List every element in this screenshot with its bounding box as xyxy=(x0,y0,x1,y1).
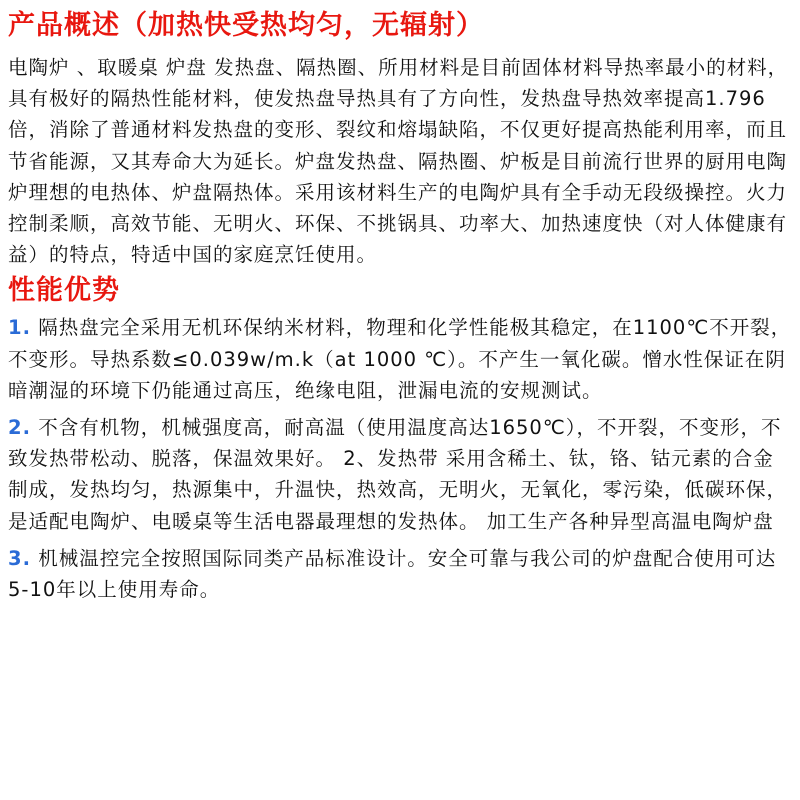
advantage-number: 2. xyxy=(8,416,31,440)
advantage-number: 1. xyxy=(8,316,31,340)
advantage-text: 机械温控完全按照国际同类产品标准设计。安全可靠与我公司的炉盘配合使用可达5-10年以上使用寿命。 xyxy=(8,546,777,602)
advantage-number: 3. xyxy=(8,546,31,570)
advantage-text: 隔热盘完全采用无机环保纳米材料，物理和化学性能极其稳定，在1100℃不开裂，不变形。导热系数≤0.039w/m.k（at 1000 ℃）。不产生一氧化碳。憎水性保证在阴暗潮湿的环境下仍能通过高压，绝缘电阻，泄漏电流的安规测试。 xyxy=(8,316,792,402)
advantage-item-3 xyxy=(8,543,794,605)
advantage-item-1 xyxy=(8,312,794,406)
advantage-text: 不含有机物，机械强度高，耐高温（使用温度高达1650℃），不开裂，不变形，不致发热带松动、脱落，保温效果好。 2、发热带 采用含稀土、钛，铬、钴元素的合金制成，发热均匀，热源集中，升温快，热效高，无明火，无氧化，零污染，低碳环保，是适配电陶炉、电暖桌等生活电器最理想的发热体。 加工生产各种异型高温电陶炉盘 xyxy=(8,416,788,533)
advantages-heading: 性能优势 xyxy=(8,275,120,307)
overview-heading: 产品概述（加热快受热均匀，无辐射） xyxy=(8,10,484,41)
advantage-item-2 xyxy=(8,412,794,537)
overview-body: 电陶炉 、取暖桌 炉盘 发热盘、隔热圈、所用材料是目前固体材料导热率最小的材料，具有极好的隔热性能材料，使发热盘导热具有了方向性，发热盘导热效率提高1.796倍，消除了普通材料发热盘的变形、裂纹和熔塌缺陷，不仅更好提高热能利用率，而且节省能源，又其寿命大为延长。炉盘发热盘、隔热圈、炉板是目前流行世界的厨用电陶炉理想的电热体、炉盘隔热体。采用该材料生产的电陶炉具有全手动无段级操控。火力控制柔顺，高效节能、无明火、环保、不挑锅具、功率大、加热速度快（对人体健康有益）的特点，特适中国的家庭烹饪使用。 xyxy=(8,56,789,267)
document-page xyxy=(8,6,794,605)
